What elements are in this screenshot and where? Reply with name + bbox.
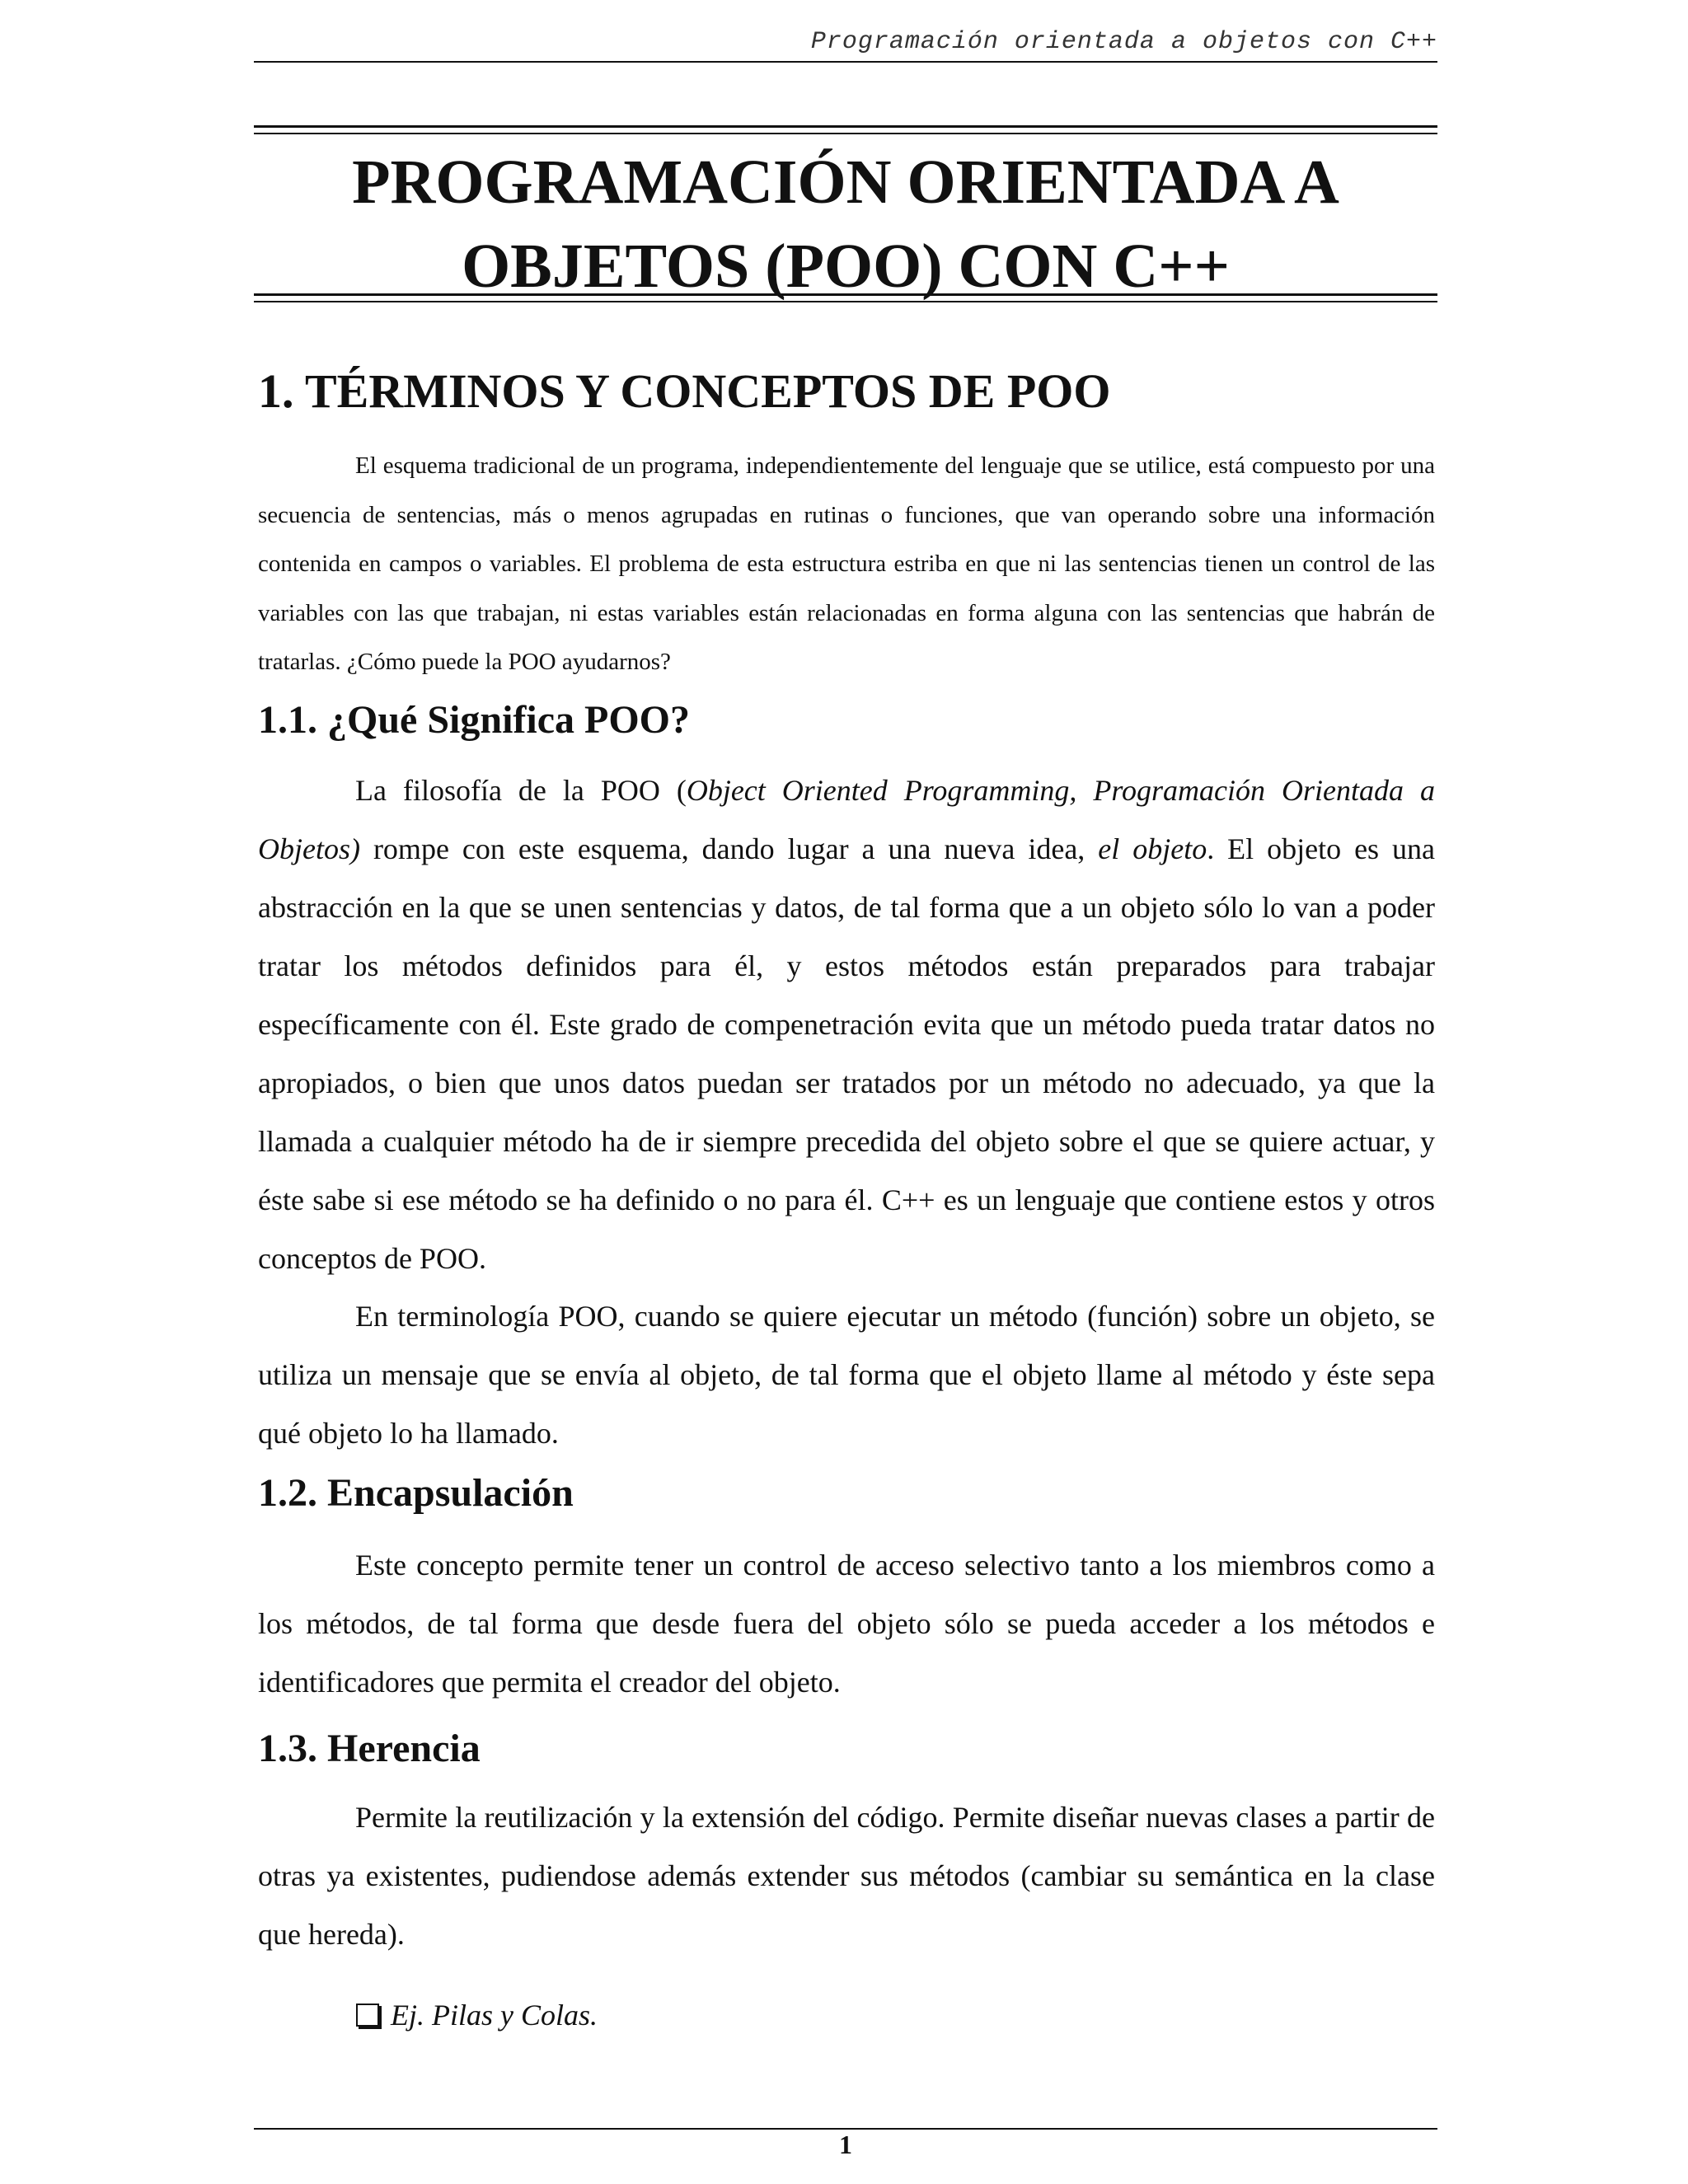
example-item	[356, 1986, 598, 2045]
example-text: Ej. Pilas y Colas.	[391, 1999, 598, 2032]
title-top-rule	[254, 125, 1437, 134]
poo-text-b: rompe con este esquema, dando lugar a una nueva idea,	[359, 832, 1099, 865]
document-page	[254, 0, 1437, 2184]
poo-philosophy-paragraph	[258, 762, 1435, 1288]
subsection-heading-encapsulacion: 1.2. Encapsulación	[258, 1471, 574, 1515]
title-block	[254, 125, 1437, 301]
encapsulation-paragraph: Este concepto permite tener un control de acceso selectivo tanto a los miembros como a los métodos, de tal forma que desde fuera del objeto sólo se pueda acceder a los métodos e identificadores que permita el creador del objeto.	[258, 1549, 1435, 1699]
checkbox-icon	[356, 2004, 379, 2027]
section-heading-terminos: 1. TÉRMINOS Y CONCEPTOS DE POO	[258, 364, 1111, 418]
title-bottom-rule	[254, 293, 1437, 302]
subsection-heading-que-significa: 1.1. ¿Qué Significa POO?	[258, 698, 691, 742]
title-line-1: PROGRAMACIÓN ORIENTADA A	[352, 148, 1339, 217]
page-title	[254, 140, 1437, 308]
subsection-heading-herencia: 1.3. Herencia	[258, 1727, 481, 1770]
inheritance-paragraph: Permite la reutilización y la extensión del código. Permite diseñar nuevas clases a partir de otras ya existentes, pudiendose además extender sus métodos (cambiar su semántica en la clase que hereda).	[258, 1801, 1435, 1951]
title-line-2: OBJETOS (POO) CON C++	[462, 232, 1230, 301]
poo-text-c: . El objeto es una abstracción en la que se unen sentencias y datos, de tal forma que a un objeto sólo lo van a poder tratar los métodos definidos para él, y estos métodos están preparados para trabajar específicamente con él. Este grado de compenetración evita que un método pueda tratar datos no apropiados, o bien que unos datos puedan ser tratados por un método no adecuado, ya que la llamada a cualquier método ha de ir siempre precedida del objeto sobre el que se quiere actuar, y éste sabe si ese método se ha definido o no para él. C++ es un lenguaje que contiene estos y otros conceptos de POO.	[258, 832, 1435, 1275]
el-objeto-italic: el objeto	[1098, 832, 1207, 865]
running-header: Programación orientada a objetos con C++	[810, 28, 1437, 56]
page-number: 1	[839, 2130, 852, 2159]
intro-paragraph: El esquema tradicional de un programa, independientemente del lenguaje que se utilice, está compuesto por una secuencia de sentencias, más o menos agrupadas en rutinas o funciones, que van operando sobre una información contenida en campos o variables. El problema de esta estructura estriba en que ni las sentencias tienen un control de las variables con las que trabajan, ni estas variables están relacionadas en forma alguna con las sentencias que habrán de tratarlas. ¿Cómo puede la POO ayudarnos?	[258, 452, 1435, 676]
header-divider	[254, 61, 1437, 63]
poo-definition-italic: Object Oriented Programming, Programación Orientada a Objetos)	[258, 774, 1435, 865]
terminology-paragraph: En terminología POO, cuando se quiere ejecutar un método (función) sobre un objeto, se utiliza un mensaje que se envía al objeto, de tal forma que el objeto llame al método y éste sepa qué objeto lo ha llamado.	[258, 1300, 1435, 1450]
poo-text-a: La filosofía de la POO (	[355, 774, 687, 807]
